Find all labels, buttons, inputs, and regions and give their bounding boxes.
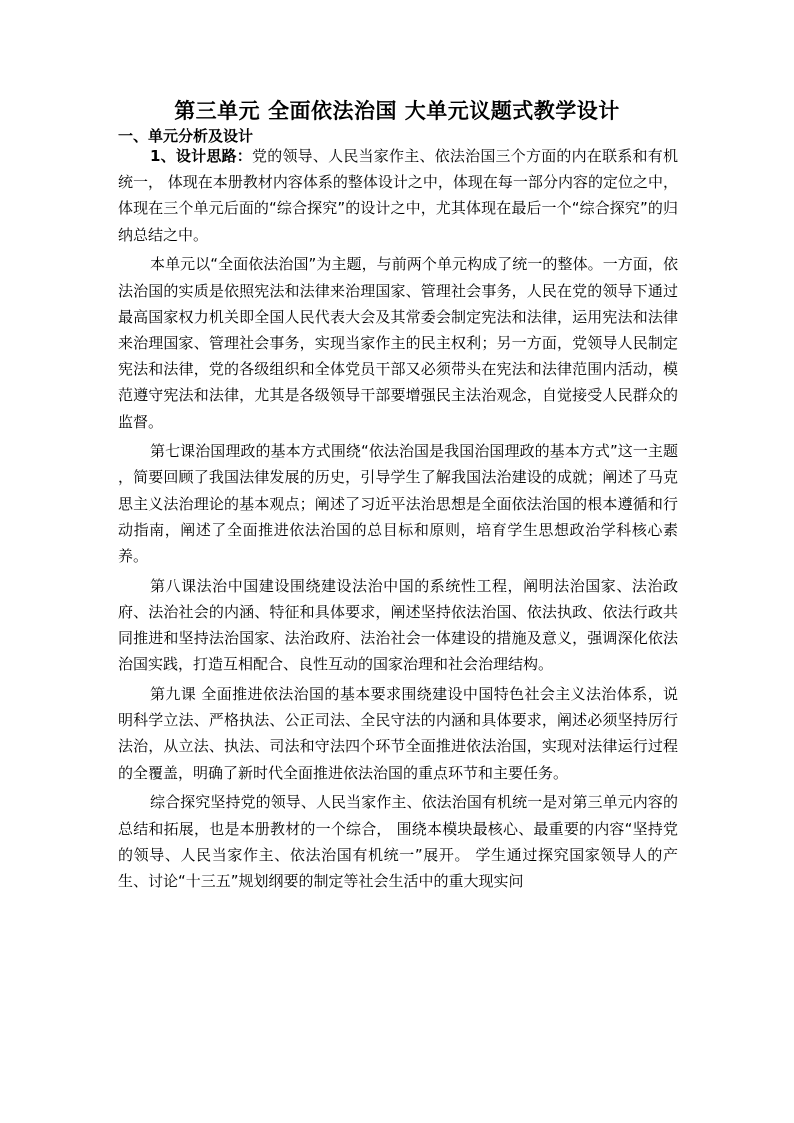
paragraph-design-idea <box>118 143 678 248</box>
paragraph-text: 综合探究坚持党的领导、人民当家作主、依法治国有机统一是对第三单元内容的总结和拓展，也是本册教材的一个综合， 围绕本模块最核心、最重要的内容“坚持党的领导、人民当家作主、依法治国有机统一”展开。 学生通过探究国家领导人的产生、讨论“十三五”规划纲要的制定等社会生活中的重大现实问 <box>118 793 678 890</box>
paragraph-text: 第八课法治中国建设围绕建设法治中国的系统性工程，阐明法治国家、法治政府、法治社会的内涵、特征和具体要求，阐述坚持依法治国、依法执政、依法行政共同推进和坚持法治国家、法治政府、法治社会一体建设的措施及意义，强调深化依法治国实践，打造互相配合、良性互动的国家治理和社会治理结构。 <box>118 576 678 674</box>
paragraph-text: 党的领导、人民当家作主、依法治国三个方面的内在联系和有机统一， 体现在本册教材内容体系的整体设计之中，体现在每一部分内容的定位之中， 体现在三个单元后面的“综合探究”的设计之中，尤其体现在最后一个“综合探究”的归纳总结之中。 <box>118 147 678 244</box>
paragraph-lead: 1、设计思路： <box>150 147 252 165</box>
paragraph-lesson-9 <box>118 681 678 786</box>
page-title: 第三单元 全面依法治国 大单元议题式教学设计 <box>174 99 620 123</box>
paragraph-lesson-8 <box>118 573 678 678</box>
paragraph-comprehensive-inquiry <box>118 789 678 894</box>
paragraph-text: 第九课 全面推进依法治国的基本要求围绕建设中国特色社会主义法治体系，说明科学立法、严格执法、公正司法、全民守法的内涵和具体要求，阐述必须坚持厉行法治，从立法、执法、司法和守法四个环节全面推进依法治国，实现对法律运行过程的全覆盖，明确了新时代全面推进依法治国的重点环节和主要任务。 <box>118 685 678 782</box>
paragraph-text: 本单元以“全面依法治国”为主题，与前两个单元构成了统一的整体。一方面，依法治国的实质是依照宪法和法律来治理国家、管理社会事务，人民在党的领导下通过最高国家权力机关即全国人民代表大会及其常委会制定宪法和法律，运用宪法和法律来治理国家、管理社会事务，实现当家作主的民主权利；另一方面，党领导人民制定宪法和法律，党的各级组织和全体党员干部又必须带头在宪法和法律范围内活动，模范遵守宪法和法律，尤其是各级领导干部要增强民主法治观念，自觉接受人民群众的监督。 <box>118 255 678 431</box>
paragraph-text: 第七课治国理政的基本方式围绕“依法治国是我国治国理政的基本方式”这一主题 ，简要回顾了我国法律发展的历史，引导学生了解我国法治建设的成就；阐述了马克思主义法治理论的基本观点；阐述了习近平法治思想是全面依法治国的根本遵循和行动指南，阐述了全面推进依法治国的总目标和原则，培育学生思想政治学科核心素养。 <box>118 442 678 566</box>
paragraph-unit-theme <box>118 251 678 434</box>
body-text <box>118 143 678 898</box>
section-heading: 一、单元分析及设计 <box>118 127 254 145</box>
paragraph-lesson-7 <box>118 438 678 569</box>
